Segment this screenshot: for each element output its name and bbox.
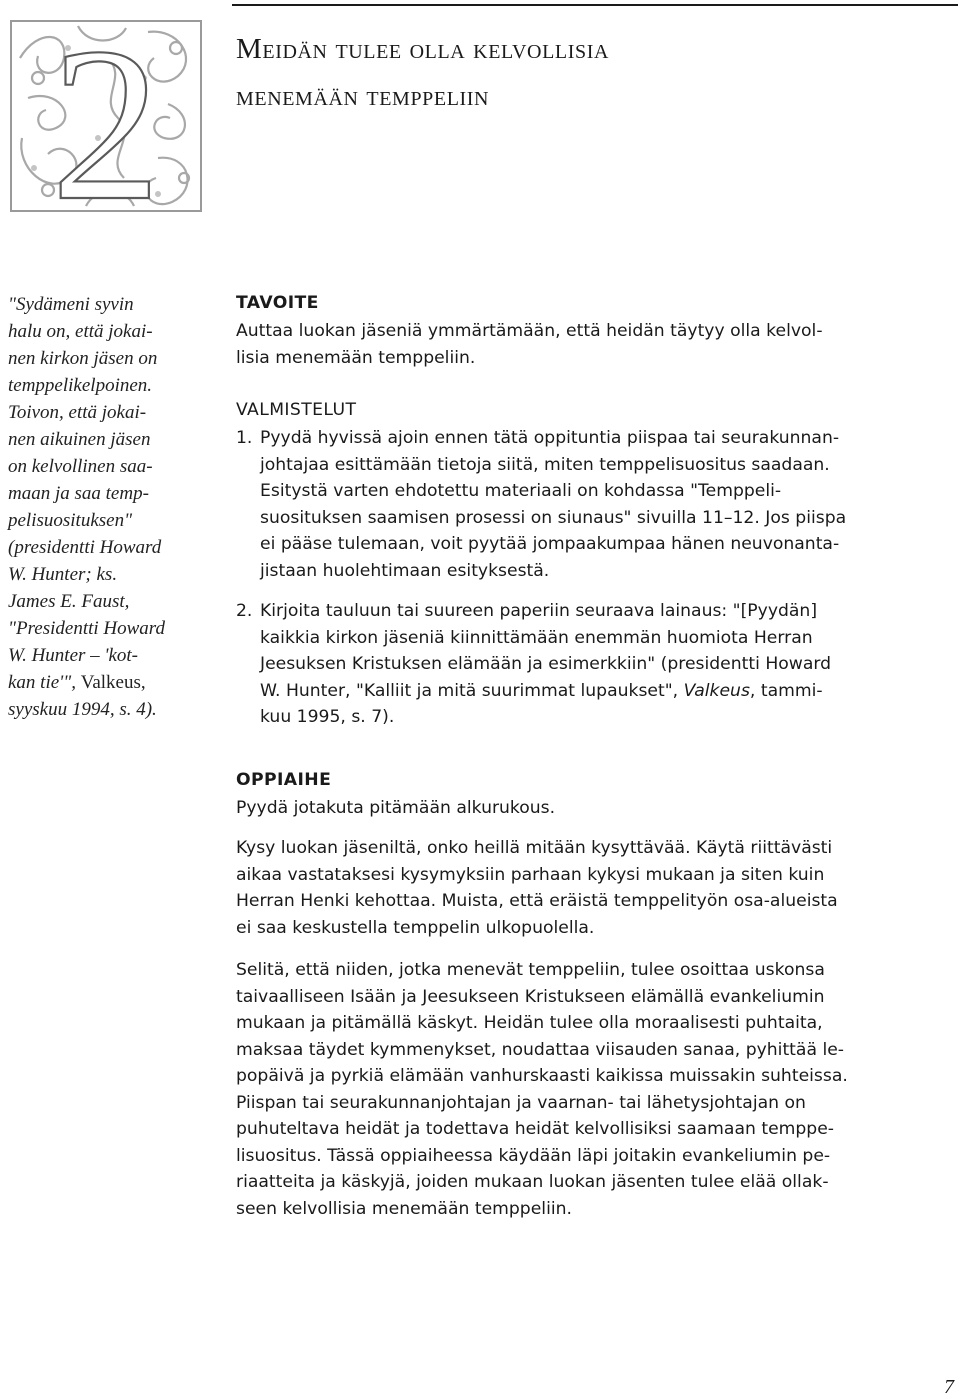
text-fragment: , tammi-: [749, 680, 823, 701]
lesson-paragraph-1: Pyydä jotakuta pitämään alkurukous.: [236, 797, 556, 818]
text-line: Kirjoita tauluun tai suureen paperiin seuraava lainaus: "[Pyydän]: [260, 601, 818, 621]
quote-source: Valkeus,: [80, 672, 146, 693]
item-number: 1.: [236, 428, 253, 448]
chapter-title-line: Meidän tulee olla kelvollisia: [236, 33, 610, 65]
text-line: lisia menemään temppeliin.: [236, 347, 476, 368]
text-line: kaikkia kirkon jäseniä kiinnittämään enemmän huomiota Herran: [260, 627, 813, 648]
text-line: Kysy luokan jäseniltä, onko heillä mitään kysyttävää. Käytä riittävästi: [236, 838, 833, 858]
text-line: aikaa vastataksesi kysymyksiin parhaan kykysi mukaan ja siten kuin: [236, 864, 825, 885]
quote-text: kan tie'",: [8, 672, 81, 693]
chapter-ornament: [8, 18, 204, 214]
text-line: Herran Henki kehottaa. Muista, että eräistä temppelityön osa-alueista: [236, 891, 838, 911]
quote-line: W. Hunter – 'kot-: [8, 645, 139, 666]
publication-title: Valkeus: [683, 680, 750, 701]
objective-heading: TAVOITE: [236, 293, 319, 313]
text-line: mukaan ja pitämällä käskyt. Heidän tulee olla moraalisesti puhtaita,: [236, 1013, 823, 1033]
quote-line: nen kirkon jäsen on: [8, 348, 158, 369]
text-line: Auttaa luokan jäseniä ymmärtämään, että heidän täytyy olla kelvol-: [236, 321, 823, 341]
text-line: Esitystä varten ehdotettu materiaali on kohdassa "Temppeli-: [260, 481, 782, 501]
lesson-paragraph-3: [236, 957, 956, 1222]
text-line: popäivä ja pyrkiä elämään vanhurskaasti kaikissa muissakin suhteissa.: [236, 1066, 848, 1086]
quote-line: James E. Faust,: [8, 591, 130, 612]
text-line: maksaa täydet kymmenykset, noudattaa viisauden sanaa, pyhittää le-: [236, 1039, 844, 1060]
quote-line: Toivon, että jokai-: [8, 402, 147, 423]
text-fragment: W. Hunter, "Kalliit ja mitä suurimmat lupaukset",: [260, 680, 684, 701]
side-quote: [8, 291, 208, 723]
objective-text: [236, 318, 956, 371]
quote-line: (presidentti Howard: [8, 537, 162, 558]
quote-line: nen aikuinen jäsen: [8, 429, 151, 450]
quote-line: pelisuosituksen": [8, 510, 133, 531]
text-line: riaatteita ja käskyjä, joiden mukaan luokan jäsenten tulee elää ollak-: [236, 1172, 829, 1192]
lesson-paragraph-2: [236, 835, 956, 941]
page-number: 7: [944, 1376, 954, 1398]
text-line: [260, 681, 823, 701]
preparation-item-2: [236, 598, 956, 731]
text-line: Pyydä hyvissä ajoin ennen tätä oppituntia piispaa tai seurakunnan-: [260, 428, 840, 448]
text-line: kuu 1995, s. 7).: [260, 707, 395, 727]
quote-line: on kelvollinen saa-: [8, 456, 153, 477]
quote-line: temppelikelpoinen.: [8, 375, 153, 396]
header-rule: [232, 4, 958, 6]
text-line: ei pääse tulemaan, voit pyytää jompaakumpaa hänen neuvonanta-: [260, 534, 840, 554]
chapter-title-line: menemään temppeliin: [236, 80, 490, 112]
text-line: Selitä, että niiden, jotka menevät temppeliin, tulee osoittaa uskonsa: [236, 960, 825, 980]
text-line: ei saa keskustella temppelin ulkopuolella.: [236, 917, 595, 938]
text-line: Jeesuksen Kristuksen elämään ja esimerkkiin" (presidentti Howard: [260, 654, 832, 674]
quote-line: W. Hunter; ks.: [8, 564, 118, 585]
text-line: suosituksen saamisen prosessi on siunaus" sivuilla 11–12. Jos piispa: [260, 507, 847, 528]
quote-line: halu on, että jokai-: [8, 321, 153, 342]
quote-line: syyskuu 1994, s. 4).: [8, 699, 157, 720]
lesson-heading: OPPIAIHE: [236, 769, 332, 790]
text-line: johtajaa esittämään tietoja siitä, miten temppelisuositus saadaan.: [260, 454, 830, 475]
quote-line: "Presidentti Howard: [8, 618, 165, 639]
quote-line: "Sydämeni syvin: [8, 294, 134, 315]
ornament-graphic: [8, 18, 204, 214]
chapter-number: 2: [51, 18, 161, 214]
chapter-title: [236, 26, 936, 120]
text-line: Piispan tai seurakunnanjohtajan ja vaarnan- tai lähetysjohtajan on: [236, 1092, 806, 1113]
preparation-heading: VALMISTELUT: [236, 400, 357, 420]
quote-line: maan ja saa temp-: [8, 483, 149, 504]
preparation-item-1: [236, 425, 956, 584]
quote-line: [8, 669, 208, 696]
text-line: lisuositus. Tässä oppiaiheessa käydään läpi joitakin evankeliumin pe-: [236, 1145, 831, 1166]
text-line: taivaalliseen Isään ja Jeesukseen Kristukseen elämällä evankeliumin: [236, 986, 825, 1007]
text-line: seen kelvollisia menemään temppeliin.: [236, 1198, 572, 1219]
text-line: puhuteltava heidät ja todettava heidät kelvollisiksi saamaan temppe-: [236, 1119, 834, 1139]
item-number: 2.: [236, 601, 253, 621]
main-content: [236, 288, 956, 1222]
text-line: jistaan huolehtimaan esityksestä.: [260, 560, 550, 581]
